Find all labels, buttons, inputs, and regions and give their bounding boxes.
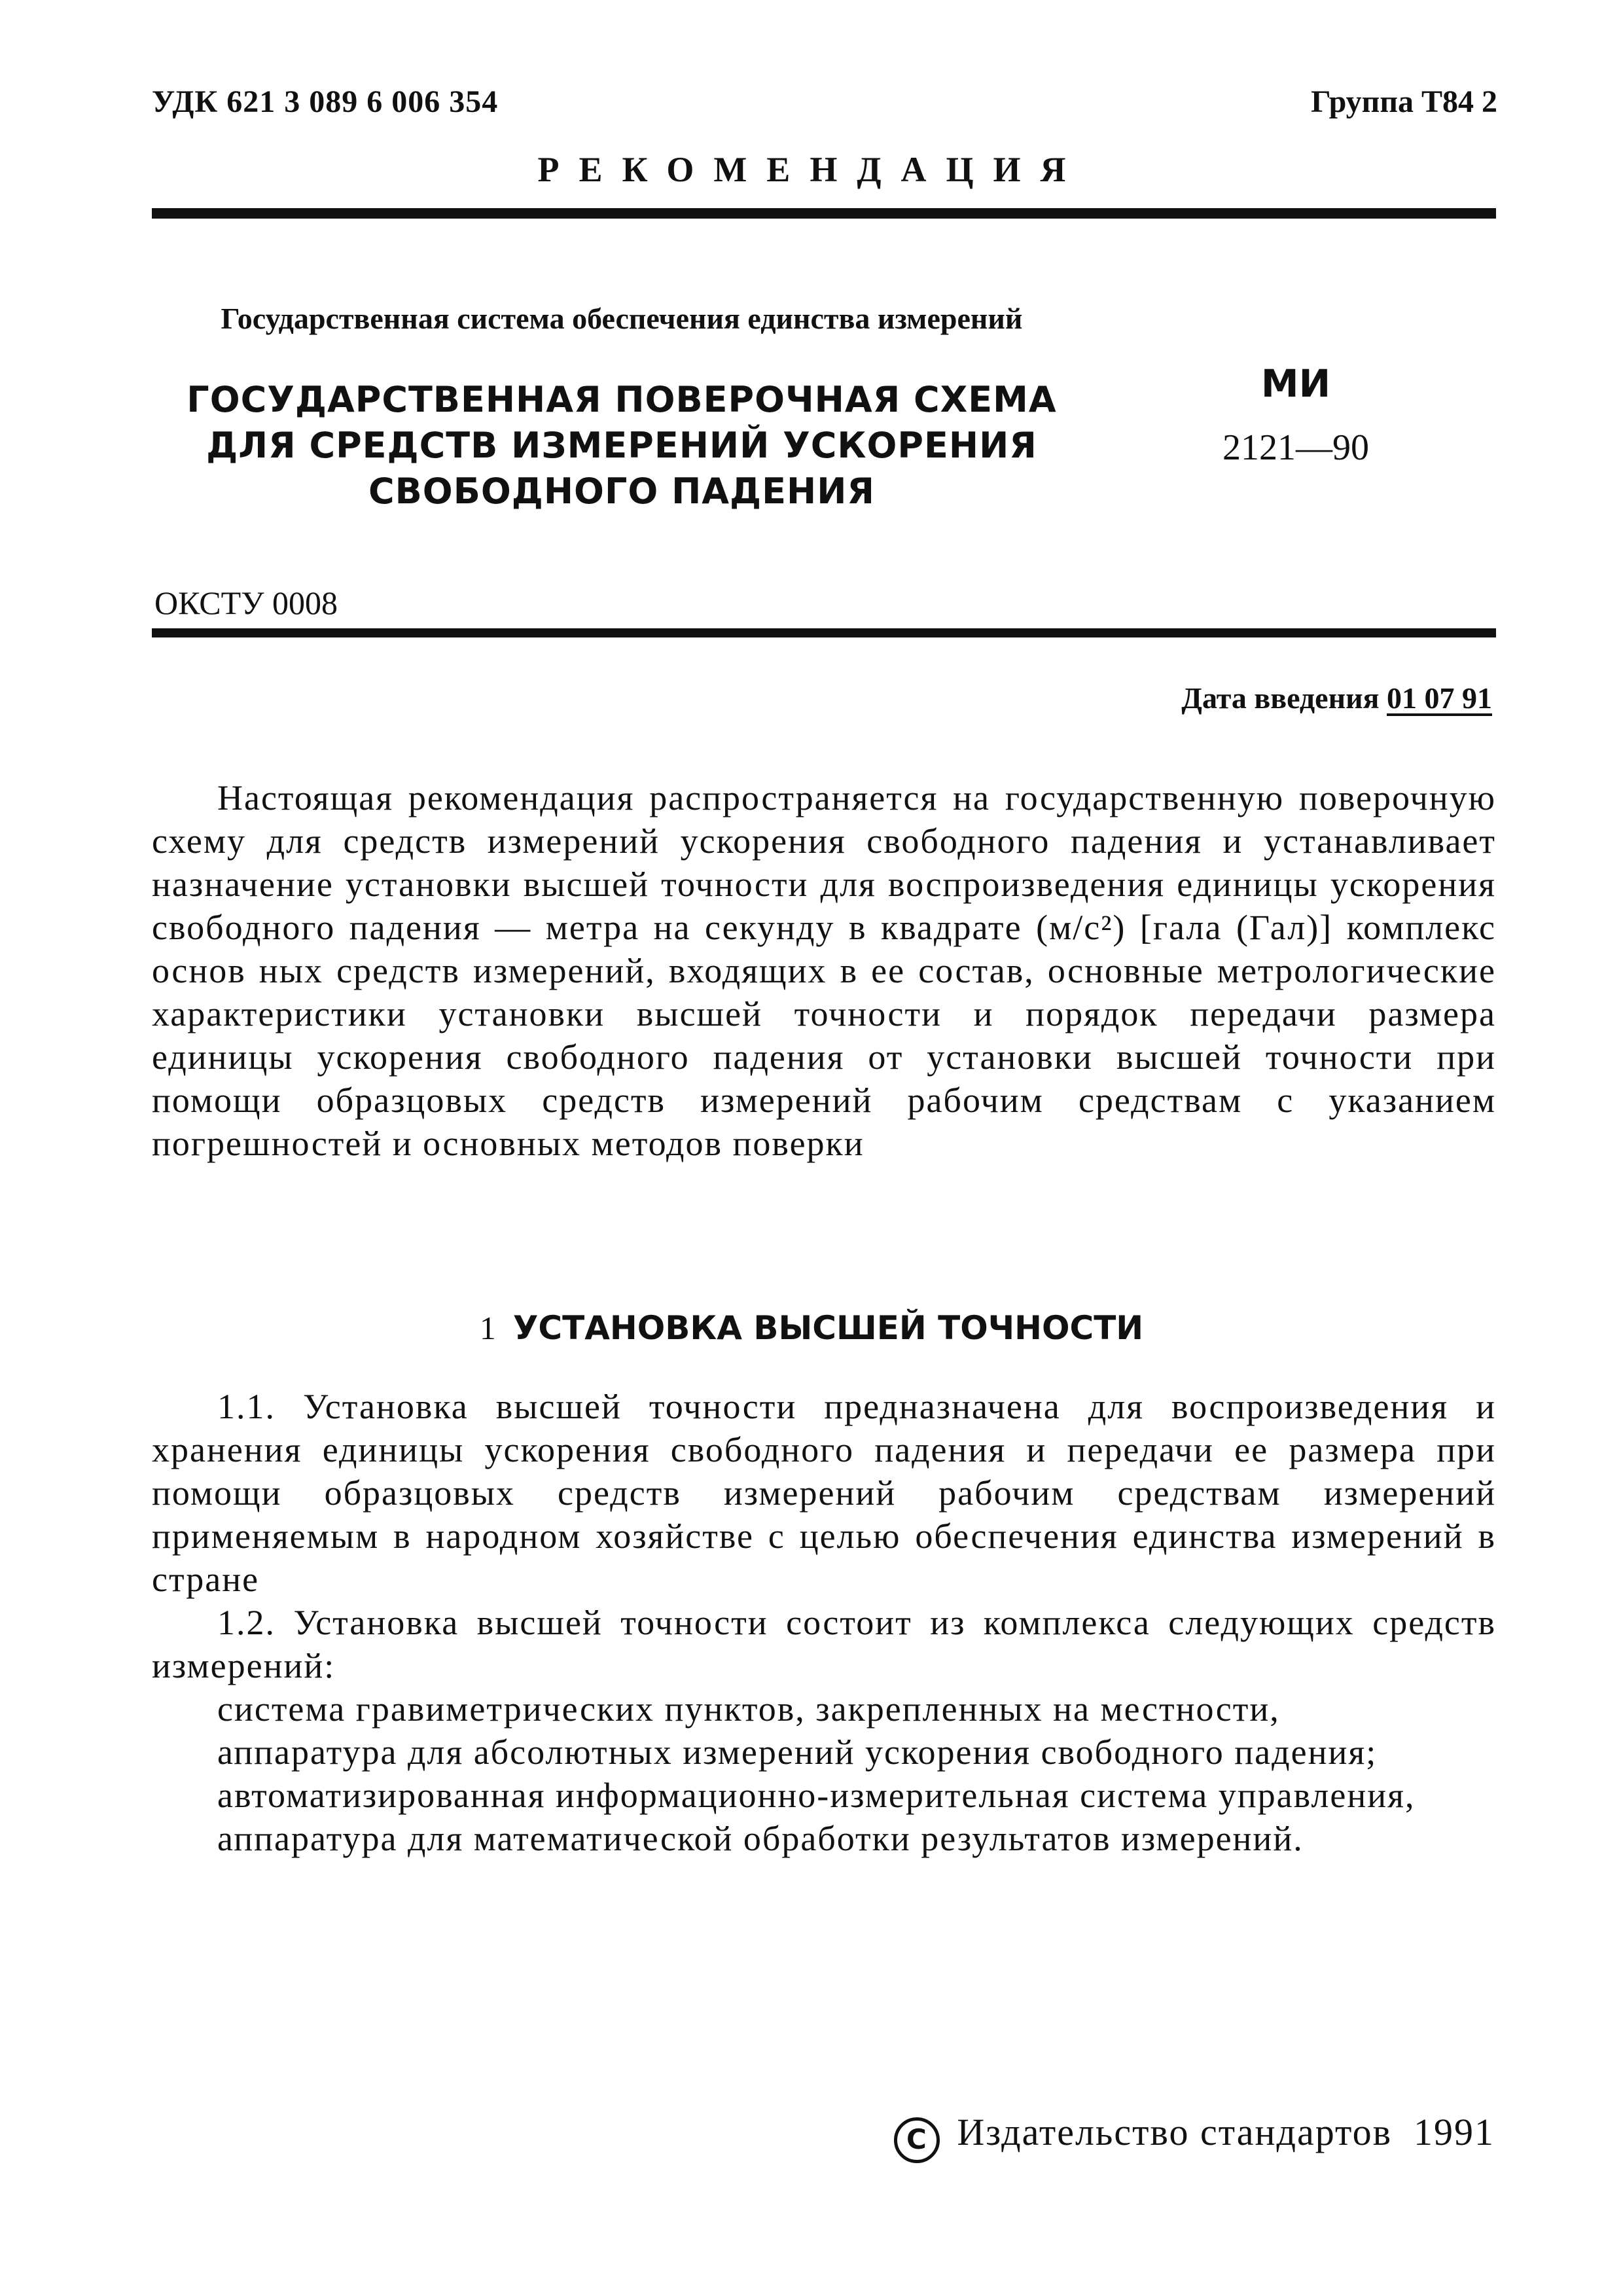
date-value: 01 07 91 — [1387, 681, 1492, 715]
section-heading — [0, 1309, 1623, 1347]
list-item: автоматизированная информационно-измерительная система управления, — [217, 1776, 1416, 1815]
document-title: ГОСУДАРСТВЕННАЯ ПОВЕРОЧНАЯ СХЕМА ДЛЯ СРЕДСТВ ИЗМЕРЕНИЙ УСКОРЕНИЯ СВОБОДНОГО ПАДЕНИЯ — [187, 379, 1057, 512]
system-title: Государственная система обеспечения единства измерений — [221, 302, 1023, 335]
intro-text: Настоящая рекомендация распространяется на государственную поверочную схему для средств измерений ускорения свободного падения и устанавливает назначение установки высшей точности для воспроизведения единицы ускорения свободного падения — метра на секунду в квадрате (м/с²) [гала (Гал)] комплекс основ ных средств измерений, входящих в ее состав, основные метрологические характеристики установки высшей точности и порядок передачи размера единицы ускорения свободного падения от установки высшей точности при помощи образцовых средств измерений рабочим средствам с указанием погрешностей и основных методов поверки — [152, 778, 1496, 1163]
clause-1-2: 1.2. Установка высшей точности состоит из комплекса следующих средств измерений: — [152, 1603, 1496, 1685]
section-number: 1 — [479, 1310, 496, 1346]
introduction-date — [1181, 681, 1492, 715]
bottom-divider — [152, 628, 1496, 637]
publication-year: 1991 — [1414, 2111, 1495, 2153]
publisher-name: Издательство стандартов — [957, 2111, 1392, 2153]
udk-code: УДК 621 3 089 6 006 354 — [152, 84, 499, 119]
group-code: Группа Т84 2 — [1311, 84, 1497, 119]
section-title: УСТАНОВКА ВЫСШЕЙ ТОЧНОСТИ — [512, 1309, 1144, 1347]
document-number: 2121—90 — [1222, 427, 1369, 468]
document-type: РЕКОМЕНДАЦИЯ — [537, 150, 1086, 189]
intro-paragraph — [152, 776, 1496, 1165]
list-item: система гравиметрических пунктов, закрепленных на местности, — [217, 1689, 1280, 1729]
clause-1-1: 1.1. Установка высшей точности предназначена для воспроизведения и хранения единицы ускорения свободного падения и передачи ее размера при помощи образцовых средств измерений рабочим средствам измерений применяемым в народном хозяйстве с целью обеспечения единства измерений в стране — [152, 1387, 1496, 1599]
document-code: МИ — [1260, 361, 1331, 406]
publisher-footer — [894, 2110, 1495, 2163]
copyright-icon: C — [894, 2117, 940, 2163]
date-label: Дата введения — [1181, 681, 1380, 715]
section-body — [152, 1385, 1496, 1860]
oksty-code: ОКСТУ 0008 — [154, 584, 338, 621]
list-item: аппаратура для абсолютных измерений ускорения свободного падения; — [217, 1732, 1378, 1772]
top-divider — [152, 208, 1496, 219]
list-item: аппаратура для математической обработки результатов измерений. — [217, 1819, 1304, 1858]
